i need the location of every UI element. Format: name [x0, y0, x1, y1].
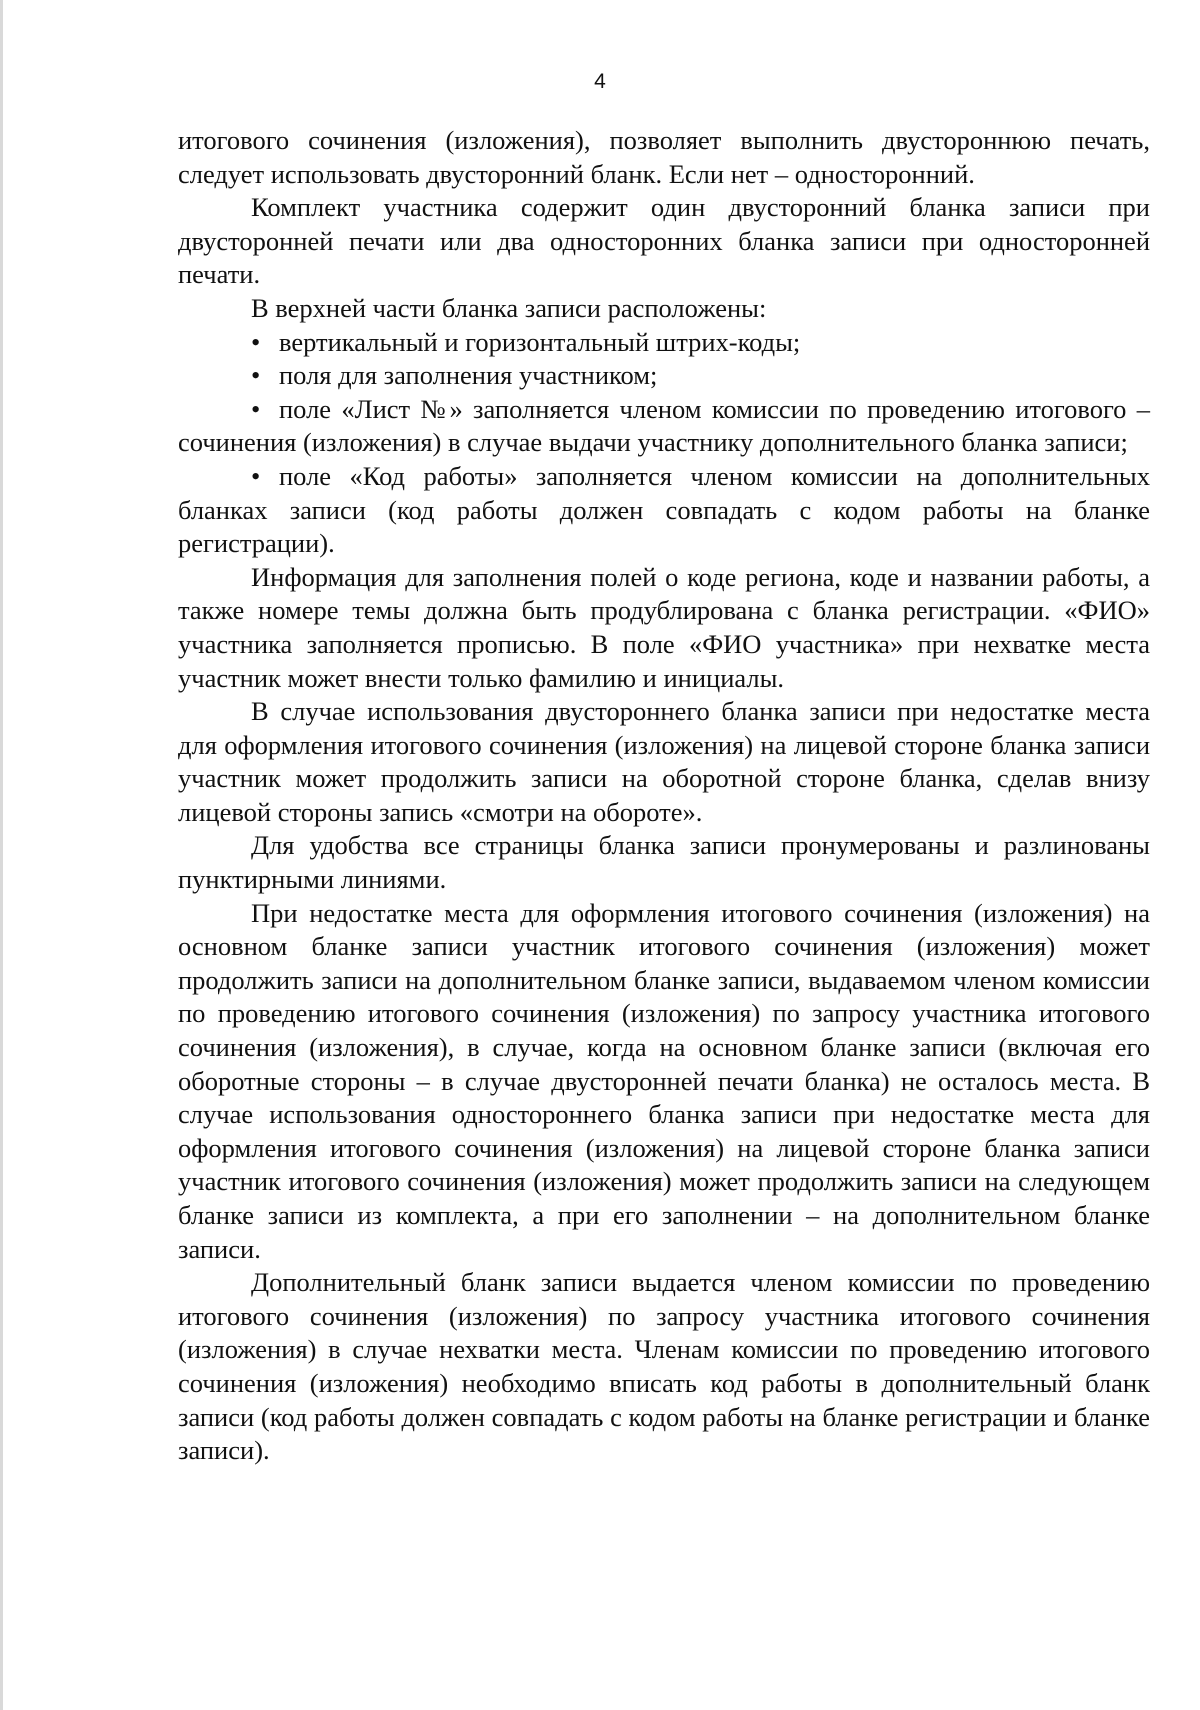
list-item-text: поля для заполнения участником; — [279, 360, 658, 391]
bullet-icon: • — [251, 393, 261, 424]
bullet-icon: • — [251, 360, 261, 391]
paragraph-issuing-additional: Дополнительный бланк записи выдается членом комиссии по проведению итогового сочинения (изложения) по запросу участника итогового сочинения (изложения) в случае нехватки места. Членам комиссии по проведению итогового сочинения (изложения) необходимо вписать код работы в дополнительный бланк записи (код работы должен совпадать с кодом работы на бланке регистрации и бланке записи). — [178, 1267, 1150, 1466]
list-item-text: поле «Код работы» заполняется членом комиссии на дополнительных бланках записи (код работы должен совпадать с кодом работы на бланке регистрации). — [178, 460, 1150, 559]
paragraph-top-part: В верхней части бланка записи расположены: — [251, 292, 767, 323]
paragraph-double-sided: В случае использования двустороннего бланка записи при недостатке места для оформления итогового сочинения (изложения) на лицевой стороне бланка записи участник может продолжить записи на оборотной стороне бланка, сделав внизу лицевой стороны запись «смотри на обороте». — [178, 696, 1150, 827]
page-number: 4 — [594, 70, 606, 93]
paragraph-continuation: итогового сочинения (изложения), позволяет выполнить двустороннюю печать, следует использовать двусторонний бланк. Если нет – односторонний. — [178, 125, 1150, 189]
bullet-icon: • — [251, 460, 261, 491]
paragraph-additional-form: При недостатке места для оформления итогового сочинения (изложения) на основном бланке записи участник итогового сочинения (изложения) может продолжить записи на дополнительном бланке записи, выдаваемом членом комиссии по проведению итогового сочинения (изложения) по запросу участника итогового сочинения (изложения), в случае, когда на основном бланке записи (включая его оборотные стороны – в случае двусторонней печати бланка) не осталось места. В случае использования одностороннего бланка записи при недостатке места для оформления итогового сочинения (изложения) на лицевой стороне бланка записи участник итогового сочинения (изложения) может продолжить записи на следующем бланке записи из комплекта, а при его заполнении – на дополнительном бланке записи. — [178, 897, 1150, 1264]
list-item-text: вертикальный и горизонтальный штрих-коды; — [279, 326, 801, 357]
list-item-sheet-number — [178, 393, 1150, 460]
list-item-text: поле «Лист №» заполняется членом комиссии по проведению итогового – сочинения (изложения) в случае выдачи участнику дополнительного бланка записи; — [178, 393, 1150, 458]
paragraph-info-fields: Информация для заполнения полей о коде региона, коде и названии работы, а также номере темы должна быть продублирована с бланка регистрации. «ФИО» участника заполняется прописью. В поле «ФИО участника» при нехватке места участник может внести только фамилию и инициалы. — [178, 561, 1150, 693]
list-item-work-code — [178, 460, 1150, 561]
bullet-icon: • — [251, 326, 261, 357]
document-body — [178, 124, 1150, 1468]
list-item-barcodes — [178, 326, 1150, 360]
paragraph-numbering: Для удобства все страницы бланка записи пронумерованы и разлинованы пунктирными линиями. — [178, 830, 1150, 895]
list-item-participant-fields — [178, 359, 1150, 393]
scan-edge — [0, 0, 3, 1710]
paragraph-kit: Комплект участника содержит один двусторонний бланка записи при двусторонней печати или два односторонних бланка записи при односторонней печати. — [178, 192, 1150, 290]
